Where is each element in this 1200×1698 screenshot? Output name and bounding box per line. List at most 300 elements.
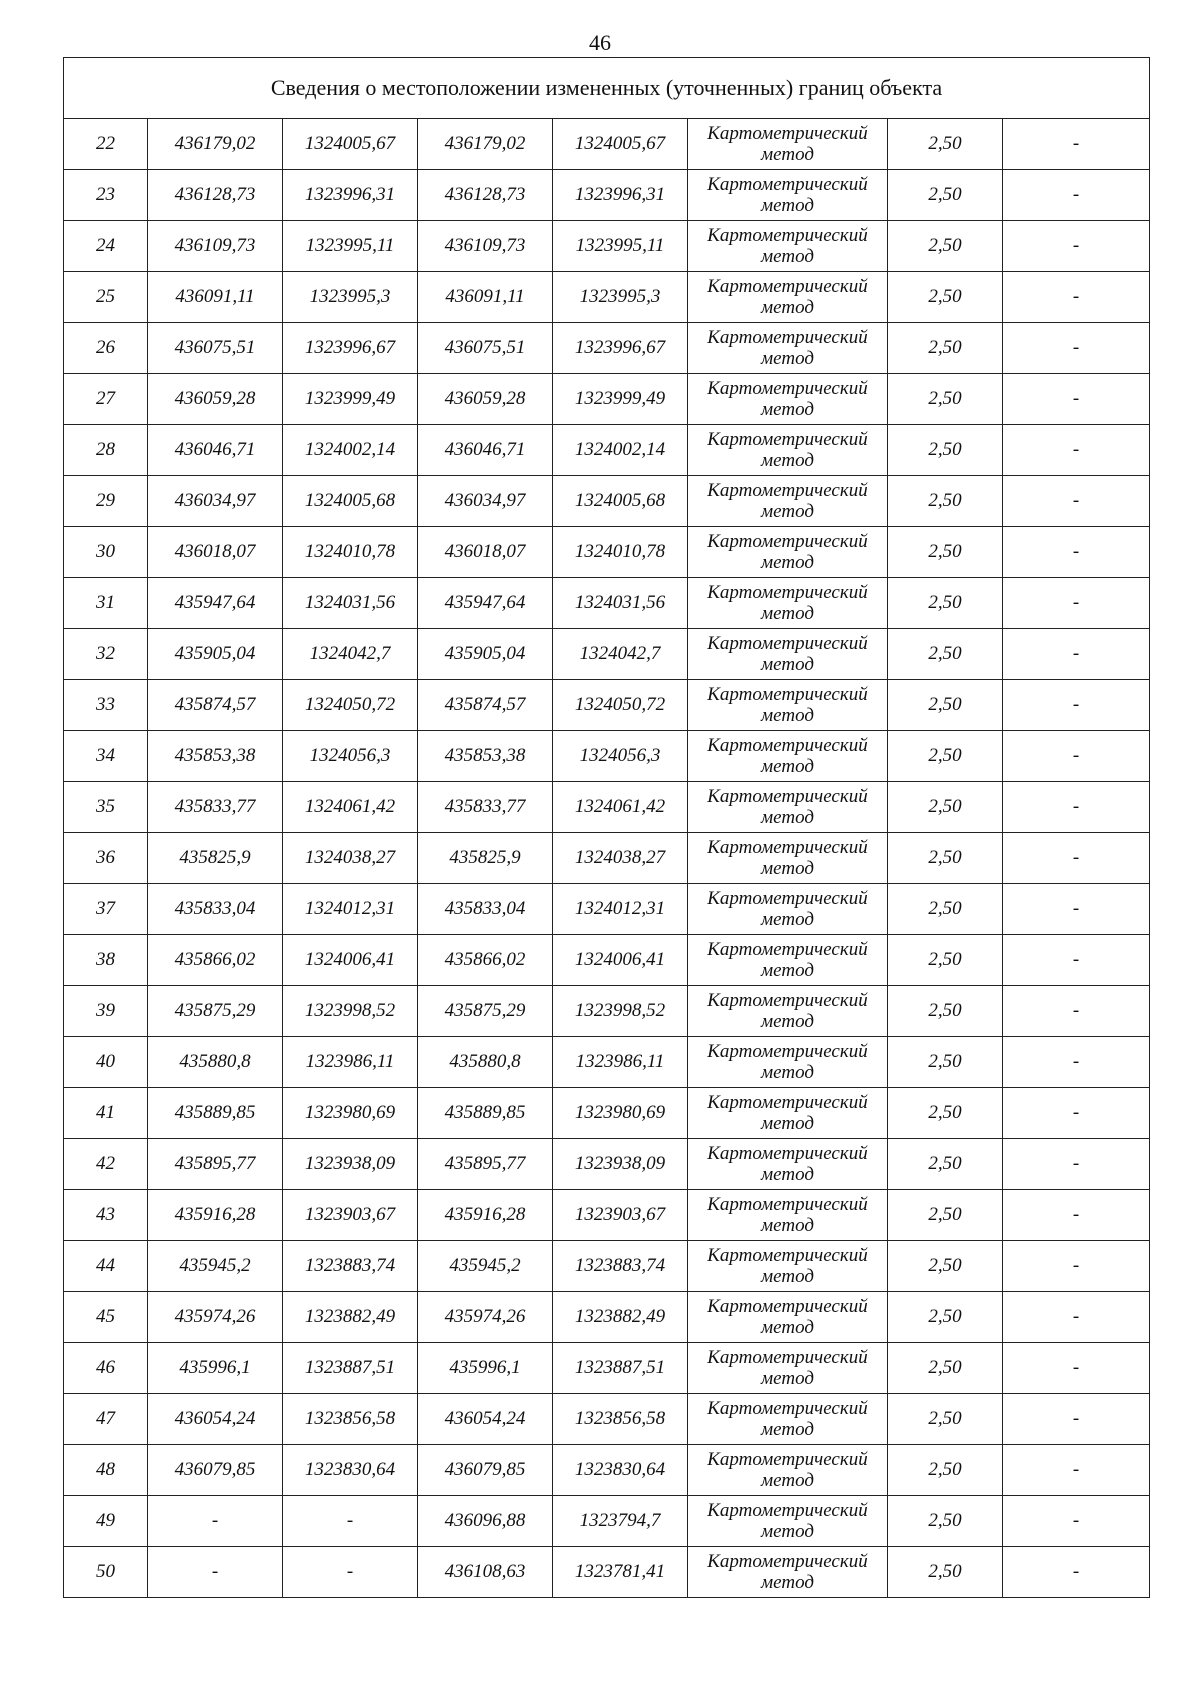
point-number-cell: 24 [64, 221, 148, 272]
existing-y-cell: 1324010,78 [283, 527, 418, 578]
existing-x-cell: 435905,04 [148, 629, 283, 680]
refined-x-cell: 435880,8 [418, 1037, 553, 1088]
method-label-line1: Картометрический [707, 174, 868, 195]
method-cell [688, 833, 888, 884]
existing-y-cell: 1323995,11 [283, 221, 418, 272]
refined-y-cell: 1323996,67 [553, 323, 688, 374]
method-cell [688, 1241, 888, 1292]
existing-x-cell: 435825,9 [148, 833, 283, 884]
method-cell [688, 629, 888, 680]
table-row [64, 884, 1150, 935]
description-cell: - [1003, 170, 1150, 221]
accuracy-cell: 2,50 [888, 731, 1003, 782]
existing-x-cell: 435880,8 [148, 1037, 283, 1088]
description-cell: - [1003, 323, 1150, 374]
point-number-cell: 30 [64, 527, 148, 578]
existing-y-cell: - [283, 1547, 418, 1598]
description-cell: - [1003, 884, 1150, 935]
accuracy-cell: 2,50 [888, 1547, 1003, 1598]
method-label-line2: метод [761, 1062, 814, 1083]
point-number-cell: 23 [64, 170, 148, 221]
refined-x-cell: 435945,2 [418, 1241, 553, 1292]
method-cell [688, 731, 888, 782]
description-cell: - [1003, 1190, 1150, 1241]
point-number-cell: 36 [64, 833, 148, 884]
description-cell: - [1003, 1037, 1150, 1088]
table-row [64, 629, 1150, 680]
method-label-line2: метод [761, 297, 814, 318]
existing-y-cell: 1324056,3 [283, 731, 418, 782]
method-cell [688, 1139, 888, 1190]
table-row [64, 119, 1150, 170]
description-cell: - [1003, 1394, 1150, 1445]
method-label-line1: Картометрический [707, 888, 868, 909]
existing-x-cell: 436034,97 [148, 476, 283, 527]
method-cell [688, 119, 888, 170]
point-number-cell: 29 [64, 476, 148, 527]
refined-y-cell: 1323996,31 [553, 170, 688, 221]
table-row [64, 833, 1150, 884]
method-label-line1: Картометрический [707, 276, 868, 297]
accuracy-cell: 2,50 [888, 1292, 1003, 1343]
existing-y-cell: 1323980,69 [283, 1088, 418, 1139]
description-cell: - [1003, 1496, 1150, 1547]
method-cell [688, 1190, 888, 1241]
table-row [64, 1445, 1150, 1496]
point-number-cell: 50 [64, 1547, 148, 1598]
method-cell [688, 884, 888, 935]
method-cell [688, 1088, 888, 1139]
refined-x-cell: 436091,11 [418, 272, 553, 323]
method-label-line1: Картометрический [707, 1347, 868, 1368]
accuracy-cell: 2,50 [888, 527, 1003, 578]
existing-x-cell: 435875,29 [148, 986, 283, 1037]
accuracy-cell: 2,50 [888, 680, 1003, 731]
table-row [64, 986, 1150, 1037]
table-row [64, 731, 1150, 782]
refined-x-cell: 436128,73 [418, 170, 553, 221]
table-row [64, 272, 1150, 323]
refined-y-cell: 1323995,11 [553, 221, 688, 272]
point-number-cell: 26 [64, 323, 148, 374]
method-label-line2: метод [761, 1368, 814, 1389]
method-cell [688, 323, 888, 374]
refined-y-cell: 1324050,72 [553, 680, 688, 731]
table-row [64, 476, 1150, 527]
refined-y-cell: 1324002,14 [553, 425, 688, 476]
accuracy-cell: 2,50 [888, 1343, 1003, 1394]
table-row [64, 680, 1150, 731]
accuracy-cell: 2,50 [888, 425, 1003, 476]
table-row [64, 1547, 1150, 1598]
description-cell: - [1003, 1547, 1150, 1598]
existing-x-cell: 435833,04 [148, 884, 283, 935]
method-cell [688, 1445, 888, 1496]
method-label-line1: Картометрический [707, 327, 868, 348]
method-label-line2: метод [761, 858, 814, 879]
point-number-cell: 32 [64, 629, 148, 680]
point-number-cell: 38 [64, 935, 148, 986]
existing-y-cell: 1323995,3 [283, 272, 418, 323]
refined-y-cell: 1324006,41 [553, 935, 688, 986]
description-cell: - [1003, 272, 1150, 323]
existing-y-cell: 1324031,56 [283, 578, 418, 629]
existing-x-cell: 436079,85 [148, 1445, 283, 1496]
point-number-cell: 22 [64, 119, 148, 170]
method-label-line2: метод [761, 1521, 814, 1542]
refined-y-cell: 1323995,3 [553, 272, 688, 323]
method-label-line2: метод [761, 1011, 814, 1032]
existing-x-cell: - [148, 1496, 283, 1547]
method-label-line1: Картометрический [707, 1041, 868, 1062]
method-label-line1: Картометрический [707, 429, 868, 450]
existing-y-cell: 1323999,49 [283, 374, 418, 425]
description-cell: - [1003, 1445, 1150, 1496]
existing-x-cell: 436179,02 [148, 119, 283, 170]
method-cell [688, 1496, 888, 1547]
existing-y-cell: 1323996,67 [283, 323, 418, 374]
point-number-cell: 42 [64, 1139, 148, 1190]
existing-y-cell: 1323830,64 [283, 1445, 418, 1496]
description-cell: - [1003, 374, 1150, 425]
table-row [64, 374, 1150, 425]
method-label-line1: Картометрический [707, 1449, 868, 1470]
refined-y-cell: 1324031,56 [553, 578, 688, 629]
refined-y-cell: 1323980,69 [553, 1088, 688, 1139]
table-row [64, 425, 1150, 476]
refined-x-cell: 435833,77 [418, 782, 553, 833]
method-cell [688, 425, 888, 476]
refined-y-cell: 1323938,09 [553, 1139, 688, 1190]
description-cell: - [1003, 731, 1150, 782]
point-number-cell: 35 [64, 782, 148, 833]
accuracy-cell: 2,50 [888, 1139, 1003, 1190]
accuracy-cell: 2,50 [888, 119, 1003, 170]
refined-y-cell: 1323903,67 [553, 1190, 688, 1241]
existing-x-cell: 436018,07 [148, 527, 283, 578]
method-cell [688, 527, 888, 578]
method-cell [688, 935, 888, 986]
method-label-line1: Картометрический [707, 939, 868, 960]
boundary-coordinates-table [63, 57, 1150, 1598]
existing-x-cell: 435833,77 [148, 782, 283, 833]
point-number-cell: 48 [64, 1445, 148, 1496]
existing-y-cell: 1324005,67 [283, 119, 418, 170]
method-label-line2: метод [761, 909, 814, 930]
existing-y-cell: 1323856,58 [283, 1394, 418, 1445]
existing-y-cell: 1323986,11 [283, 1037, 418, 1088]
method-label-line1: Картометрический [707, 735, 868, 756]
existing-y-cell: - [283, 1496, 418, 1547]
description-cell: - [1003, 119, 1150, 170]
refined-y-cell: 1324042,7 [553, 629, 688, 680]
method-cell [688, 170, 888, 221]
accuracy-cell: 2,50 [888, 374, 1003, 425]
table-row [64, 1037, 1150, 1088]
method-label-line2: метод [761, 1419, 814, 1440]
refined-y-cell: 1324005,68 [553, 476, 688, 527]
table-row [64, 1394, 1150, 1445]
point-number-cell: 46 [64, 1343, 148, 1394]
method-label-line1: Картометрический [707, 1245, 868, 1266]
refined-y-cell: 1323781,41 [553, 1547, 688, 1598]
refined-x-cell: 436054,24 [418, 1394, 553, 1445]
existing-y-cell: 1324061,42 [283, 782, 418, 833]
refined-x-cell: 435866,02 [418, 935, 553, 986]
method-label-line1: Картометрический [707, 684, 868, 705]
accuracy-cell: 2,50 [888, 833, 1003, 884]
existing-x-cell: 436054,24 [148, 1394, 283, 1445]
method-label-line1: Картометрический [707, 1551, 868, 1572]
refined-x-cell: 436109,73 [418, 221, 553, 272]
method-label-line2: метод [761, 1266, 814, 1287]
method-label-line2: метод [761, 807, 814, 828]
description-cell: - [1003, 986, 1150, 1037]
refined-x-cell: 435889,85 [418, 1088, 553, 1139]
method-label-line2: метод [761, 1572, 814, 1593]
accuracy-cell: 2,50 [888, 1088, 1003, 1139]
accuracy-cell: 2,50 [888, 986, 1003, 1037]
existing-x-cell: 435853,38 [148, 731, 283, 782]
table-caption-row [64, 58, 1150, 119]
point-number-cell: 45 [64, 1292, 148, 1343]
page-number: 46 [589, 30, 611, 55]
refined-x-cell: 435916,28 [418, 1190, 553, 1241]
table-row [64, 221, 1150, 272]
method-cell [688, 782, 888, 833]
existing-x-cell: 435889,85 [148, 1088, 283, 1139]
refined-y-cell: 1324010,78 [553, 527, 688, 578]
description-cell: - [1003, 680, 1150, 731]
existing-y-cell: 1323998,52 [283, 986, 418, 1037]
refined-x-cell: 436096,88 [418, 1496, 553, 1547]
method-label-line1: Картометрический [707, 378, 868, 399]
method-label-line2: метод [761, 450, 814, 471]
method-label-line1: Картометрический [707, 582, 868, 603]
table-row [64, 1190, 1150, 1241]
existing-x-cell: 435996,1 [148, 1343, 283, 1394]
refined-y-cell: 1323794,7 [553, 1496, 688, 1547]
table-row [64, 170, 1150, 221]
description-cell: - [1003, 1292, 1150, 1343]
method-label-line1: Картометрический [707, 480, 868, 501]
description-cell: - [1003, 629, 1150, 680]
method-cell [688, 476, 888, 527]
point-number-cell: 27 [64, 374, 148, 425]
refined-y-cell: 1323887,51 [553, 1343, 688, 1394]
existing-x-cell: 435866,02 [148, 935, 283, 986]
method-label-line2: метод [761, 603, 814, 624]
method-label-line2: метод [761, 144, 814, 165]
accuracy-cell: 2,50 [888, 884, 1003, 935]
point-number-cell: 44 [64, 1241, 148, 1292]
method-label-line2: метод [761, 705, 814, 726]
existing-y-cell: 1324005,68 [283, 476, 418, 527]
table-row [64, 1088, 1150, 1139]
method-label-line2: метод [761, 960, 814, 981]
refined-x-cell: 435947,64 [418, 578, 553, 629]
table-row [64, 527, 1150, 578]
method-label-line1: Картометрический [707, 990, 868, 1011]
method-label-line1: Картометрический [707, 1296, 868, 1317]
refined-x-cell: 435874,57 [418, 680, 553, 731]
refined-y-cell: 1323998,52 [553, 986, 688, 1037]
description-cell: - [1003, 1343, 1150, 1394]
refined-x-cell: 436046,71 [418, 425, 553, 476]
description-cell: - [1003, 578, 1150, 629]
accuracy-cell: 2,50 [888, 1037, 1003, 1088]
refined-y-cell: 1323999,49 [553, 374, 688, 425]
refined-x-cell: 435974,26 [418, 1292, 553, 1343]
point-number-cell: 47 [64, 1394, 148, 1445]
refined-y-cell: 1323882,49 [553, 1292, 688, 1343]
method-label-line2: метод [761, 552, 814, 573]
existing-x-cell: 436128,73 [148, 170, 283, 221]
method-label-line2: метод [761, 1113, 814, 1134]
table-row [64, 323, 1150, 374]
accuracy-cell: 2,50 [888, 578, 1003, 629]
refined-y-cell: 1324012,31 [553, 884, 688, 935]
refined-x-cell: 436075,51 [418, 323, 553, 374]
method-cell [688, 1292, 888, 1343]
method-label-line2: метод [761, 654, 814, 675]
method-label-line2: метод [761, 1470, 814, 1491]
accuracy-cell: 2,50 [888, 272, 1003, 323]
refined-x-cell: 436079,85 [418, 1445, 553, 1496]
accuracy-cell: 2,50 [888, 1190, 1003, 1241]
accuracy-cell: 2,50 [888, 1445, 1003, 1496]
refined-y-cell: 1323883,74 [553, 1241, 688, 1292]
existing-y-cell: 1324002,14 [283, 425, 418, 476]
method-label-line2: метод [761, 246, 814, 267]
method-label-line2: метод [761, 195, 814, 216]
method-label-line1: Картометрический [707, 1092, 868, 1113]
method-label-line2: метод [761, 348, 814, 369]
existing-y-cell: 1323903,67 [283, 1190, 418, 1241]
existing-x-cell: 436046,71 [148, 425, 283, 476]
refined-y-cell: 1324061,42 [553, 782, 688, 833]
accuracy-cell: 2,50 [888, 1394, 1003, 1445]
method-cell [688, 272, 888, 323]
method-label-line2: метод [761, 1317, 814, 1338]
accuracy-cell: 2,50 [888, 476, 1003, 527]
accuracy-cell: 2,50 [888, 170, 1003, 221]
method-label-line1: Картометрический [707, 786, 868, 807]
refined-x-cell: 435825,9 [418, 833, 553, 884]
point-number-cell: 33 [64, 680, 148, 731]
description-cell: - [1003, 1088, 1150, 1139]
existing-y-cell: 1323883,74 [283, 1241, 418, 1292]
method-cell [688, 1547, 888, 1598]
existing-y-cell: 1324042,7 [283, 629, 418, 680]
accuracy-cell: 2,50 [888, 1241, 1003, 1292]
refined-x-cell: 435905,04 [418, 629, 553, 680]
existing-x-cell: 435974,26 [148, 1292, 283, 1343]
existing-y-cell: 1324006,41 [283, 935, 418, 986]
existing-x-cell: 435895,77 [148, 1139, 283, 1190]
accuracy-cell: 2,50 [888, 221, 1003, 272]
refined-y-cell: 1323856,58 [553, 1394, 688, 1445]
refined-x-cell: 436034,97 [418, 476, 553, 527]
description-cell: - [1003, 833, 1150, 884]
method-label-line1: Картометрический [707, 225, 868, 246]
refined-x-cell: 435833,04 [418, 884, 553, 935]
method-cell [688, 1343, 888, 1394]
existing-x-cell: 435916,28 [148, 1190, 283, 1241]
table-row [64, 782, 1150, 833]
description-cell: - [1003, 476, 1150, 527]
point-number-cell: 43 [64, 1190, 148, 1241]
point-number-cell: 28 [64, 425, 148, 476]
refined-x-cell: 436179,02 [418, 119, 553, 170]
method-label-line1: Картометрический [707, 1194, 868, 1215]
table-caption: Сведения о местоположении измененных (уточненных) границ объекта [64, 58, 1150, 119]
point-number-cell: 34 [64, 731, 148, 782]
point-number-cell: 41 [64, 1088, 148, 1139]
refined-x-cell: 436018,07 [418, 527, 553, 578]
method-label-line2: метод [761, 756, 814, 777]
accuracy-cell: 2,50 [888, 629, 1003, 680]
table-row [64, 1496, 1150, 1547]
method-cell [688, 1037, 888, 1088]
description-cell: - [1003, 1241, 1150, 1292]
existing-x-cell: 436059,28 [148, 374, 283, 425]
refined-x-cell: 435875,29 [418, 986, 553, 1037]
method-label-line1: Картометрический [707, 633, 868, 654]
table-row [64, 1343, 1150, 1394]
point-number-cell: 39 [64, 986, 148, 1037]
table-row [64, 1292, 1150, 1343]
point-number-cell: 31 [64, 578, 148, 629]
existing-y-cell: 1323887,51 [283, 1343, 418, 1394]
method-label-line1: Картометрический [707, 1143, 868, 1164]
existing-x-cell: 435945,2 [148, 1241, 283, 1292]
method-cell [688, 221, 888, 272]
point-number-cell: 49 [64, 1496, 148, 1547]
existing-x-cell: 436075,51 [148, 323, 283, 374]
refined-x-cell: 435996,1 [418, 1343, 553, 1394]
accuracy-cell: 2,50 [888, 935, 1003, 986]
existing-x-cell: 435874,57 [148, 680, 283, 731]
table-row [64, 1139, 1150, 1190]
method-cell [688, 986, 888, 1037]
point-number-cell: 40 [64, 1037, 148, 1088]
refined-y-cell: 1323830,64 [553, 1445, 688, 1496]
existing-x-cell: 436091,11 [148, 272, 283, 323]
refined-x-cell: 436108,63 [418, 1547, 553, 1598]
existing-x-cell: 435947,64 [148, 578, 283, 629]
accuracy-cell: 2,50 [888, 1496, 1003, 1547]
accuracy-cell: 2,50 [888, 782, 1003, 833]
description-cell: - [1003, 425, 1150, 476]
existing-x-cell: - [148, 1547, 283, 1598]
method-label-line1: Картометрический [707, 837, 868, 858]
description-cell: - [1003, 527, 1150, 578]
existing-y-cell: 1323996,31 [283, 170, 418, 221]
method-label-line1: Картометрический [707, 1500, 868, 1521]
refined-y-cell: 1324056,3 [553, 731, 688, 782]
accuracy-cell: 2,50 [888, 323, 1003, 374]
description-cell: - [1003, 221, 1150, 272]
point-number-cell: 37 [64, 884, 148, 935]
existing-y-cell: 1324038,27 [283, 833, 418, 884]
table-row [64, 935, 1150, 986]
method-label-line2: метод [761, 1215, 814, 1236]
method-label-line1: Картометрический [707, 531, 868, 552]
refined-y-cell: 1324038,27 [553, 833, 688, 884]
method-label-line2: метод [761, 399, 814, 420]
existing-y-cell: 1324012,31 [283, 884, 418, 935]
